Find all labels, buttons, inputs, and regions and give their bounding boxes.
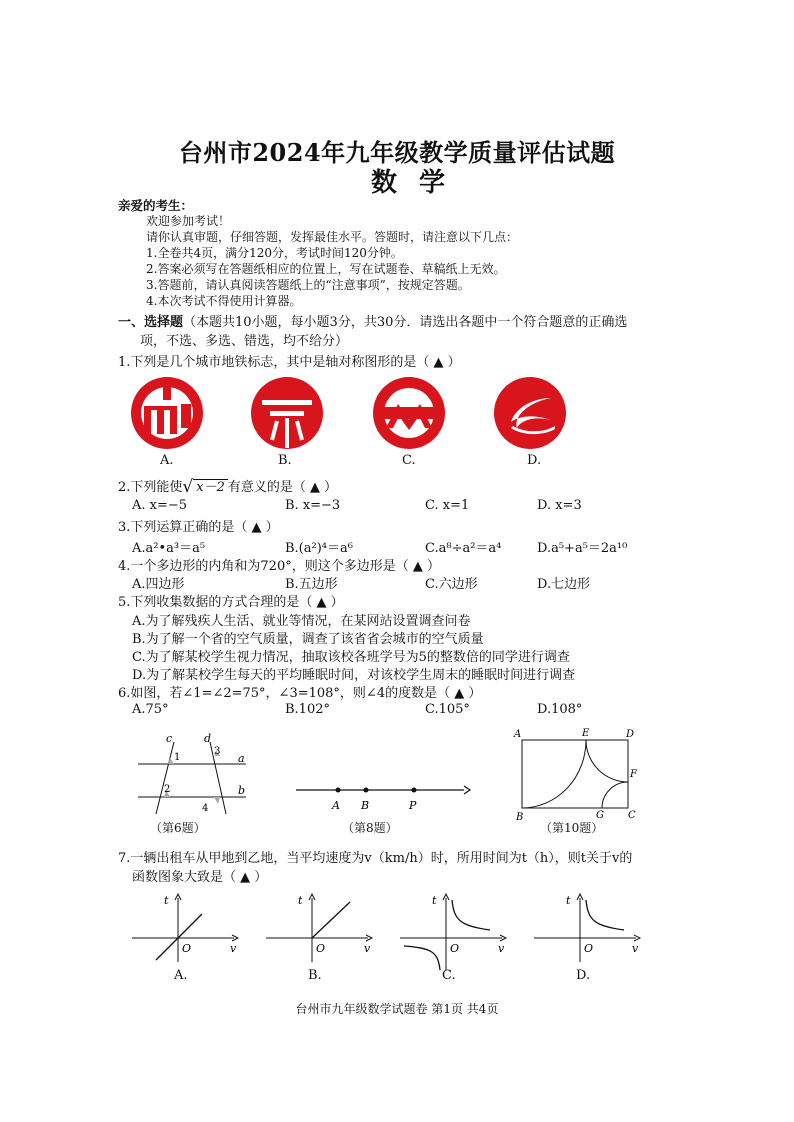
fig6-label: d	[204, 732, 212, 745]
q6-option-c: C.105°	[425, 702, 470, 717]
fig10-label: E	[582, 728, 590, 739]
q3-option-b: B.(a²)⁴＝a⁶	[285, 541, 353, 556]
svg-text:O: O	[316, 942, 326, 955]
q6-option-d: D.108°	[537, 702, 583, 717]
fig6-label: 1	[174, 752, 181, 763]
q2-option-b: B. x=−3	[285, 498, 341, 513]
exam-title: 台州市2024年九年级教学质量评估试题	[178, 138, 616, 167]
q7-graph-b	[264, 892, 376, 964]
q2-option-a: A. x=−5	[132, 498, 188, 513]
svg-text:O: O	[182, 942, 192, 955]
section-heading: 一、选择题	[118, 315, 184, 330]
section-desc: （本题共10小题，每小题3分，共30分．请选出各题中一个符合题意的正确选	[183, 315, 628, 330]
figure-6	[130, 728, 255, 818]
q7-option-d: D.	[576, 968, 591, 983]
fig8-caption: （第8题）	[342, 821, 398, 835]
metro-logo-a-icon	[130, 376, 204, 450]
q6-option-b: B.102°	[285, 702, 330, 717]
q1-stem: 1.下列是几个城市地铁标志，其中是轴对称图形的是（ ▲ ）	[118, 355, 461, 370]
figure-10	[510, 724, 645, 824]
fig6-label: 4	[202, 803, 209, 814]
sqrt-icon: √	[182, 477, 194, 497]
q6-stem: 6.如图，若∠1=∠2=75°，∠3=108°，则∠4的度数是（ ▲ ）	[118, 686, 482, 701]
svg-text:t: t	[566, 894, 571, 907]
q2-radicand: x－2	[193, 479, 228, 495]
q1-option-a: A.	[160, 453, 174, 468]
q5-stem: 5.下列收集数据的方式合理的是（ ▲ ）	[118, 595, 344, 610]
q5-option-c: C.为了解某校学生视力情况，抽取该校各班学号为5的整数倍的同学进行调查	[132, 650, 570, 665]
q7-option-c: C.	[442, 968, 456, 983]
figure-8	[292, 778, 472, 814]
greeting: 亲爱的考生：	[118, 198, 194, 213]
fig8-label: A	[332, 799, 340, 812]
page-footer: 台州市九年级数学试题卷 第1页 共4页	[295, 1002, 499, 1016]
fig10-label: C	[628, 810, 636, 821]
metro-logo-c-icon	[372, 376, 446, 450]
q2-option-d: D. x=3	[537, 498, 582, 513]
q4-stem: 4.一个多边形的内角和为720°，则这个多边形是（ ▲ ）	[118, 559, 440, 574]
q1-option-b: B.	[278, 453, 292, 468]
svg-text:v: v	[230, 942, 237, 955]
metro-logo-d-icon	[493, 376, 567, 450]
section-desc-cont: 项，不选、多选、错选，均不给分）	[140, 334, 349, 349]
q7-graph-a	[130, 892, 242, 964]
q7-graph-c	[398, 892, 510, 972]
fig6-label: a	[238, 752, 245, 765]
fig10-label: F	[630, 769, 637, 780]
welcome: 欢迎参加考试！	[146, 214, 231, 228]
svg-text:O: O	[450, 942, 460, 955]
q1-option-c: C.	[402, 453, 416, 468]
fig6-label: 3	[214, 746, 221, 757]
q2-stem: 2.下列能使√ x－2 有意义的是（ ▲ ）	[118, 477, 338, 497]
notice-item: 3.答题前，请认真阅读答题纸上的“注意事项”，按规定答题。	[146, 278, 470, 292]
q5-option-a: A.为了解残疾人生活、就业等情况，在某网站设置调查问卷	[132, 614, 471, 629]
fig6-label: 2	[164, 784, 171, 795]
svg-text:t: t	[432, 894, 437, 907]
metro-logo-b-icon	[250, 376, 324, 450]
q2-option-c: C. x=1	[425, 498, 470, 513]
q3-option-c: C.a⁸÷a²＝a⁴	[425, 541, 502, 556]
fig10-caption: （第10题）	[540, 821, 604, 835]
q7-option-a: A.	[174, 968, 188, 983]
q5-option-b: B.为了解一个省的空气质量，调查了该省省会城市的空气质量	[132, 632, 484, 647]
fig10-label: D	[626, 729, 635, 740]
fig8-label: P	[409, 799, 417, 812]
q7-option-b: B.	[308, 968, 322, 983]
svg-text:v: v	[498, 942, 505, 955]
fig6-label: b	[238, 784, 246, 797]
q1-option-d: D.	[527, 453, 542, 468]
q5-option-d: D.为了解某校学生每天的平均睡眠时间，对该校学生周末的睡眠时间进行调查	[132, 668, 576, 683]
q4-option-b: B.五边形	[285, 577, 338, 592]
q4-option-d: D.七边形	[537, 577, 591, 592]
svg-text:t: t	[298, 894, 303, 907]
fig10-label: B	[516, 812, 524, 823]
fig6-caption: （第6题）	[150, 821, 206, 835]
section-header	[118, 311, 627, 330]
fig8-label: B	[361, 799, 370, 812]
intro: 请你认真审题，仔细答题，发挥最佳水平。答题时，请注意以下几点：	[146, 230, 519, 244]
q7-stem: 7.一辆出租车从甲地到乙地，当平均速度为v（km/h）时，所用时间为t（h），则t关于v的	[118, 851, 633, 866]
svg-text:O: O	[584, 942, 594, 955]
q7-graph-d	[532, 892, 644, 964]
notice-item: 2.答案必须写在答题纸相应的位置上，写在试题卷、草稿纸上无效。	[146, 262, 506, 276]
fig10-label: A	[514, 729, 522, 740]
q3-option-d: D.a⁵+a⁵＝2a¹⁰	[537, 541, 628, 556]
q7-stem-cont: 函数图象大致是（ ▲ ）	[132, 870, 268, 885]
fig10-label: G	[596, 810, 604, 821]
notice-item: 1.全卷共4页，满分120分，考试时间120分钟。	[146, 246, 403, 260]
subject-title: 数学	[370, 168, 467, 198]
q6-option-a: A.75°	[132, 702, 169, 717]
notice-item: 4.本次考试不得使用计算器。	[146, 294, 302, 308]
q3-option-a: A.a²•a³＝a⁵	[132, 541, 206, 556]
svg-text:t: t	[164, 894, 169, 907]
svg-text:v: v	[632, 942, 639, 955]
q3-stem: 3.下列运算正确的是（ ▲ ）	[118, 520, 279, 535]
q4-option-c: C.六边形	[425, 577, 478, 592]
q4-option-a: A.四边形	[132, 577, 185, 592]
fig6-label: c	[166, 732, 173, 745]
svg-text:v: v	[364, 942, 371, 955]
